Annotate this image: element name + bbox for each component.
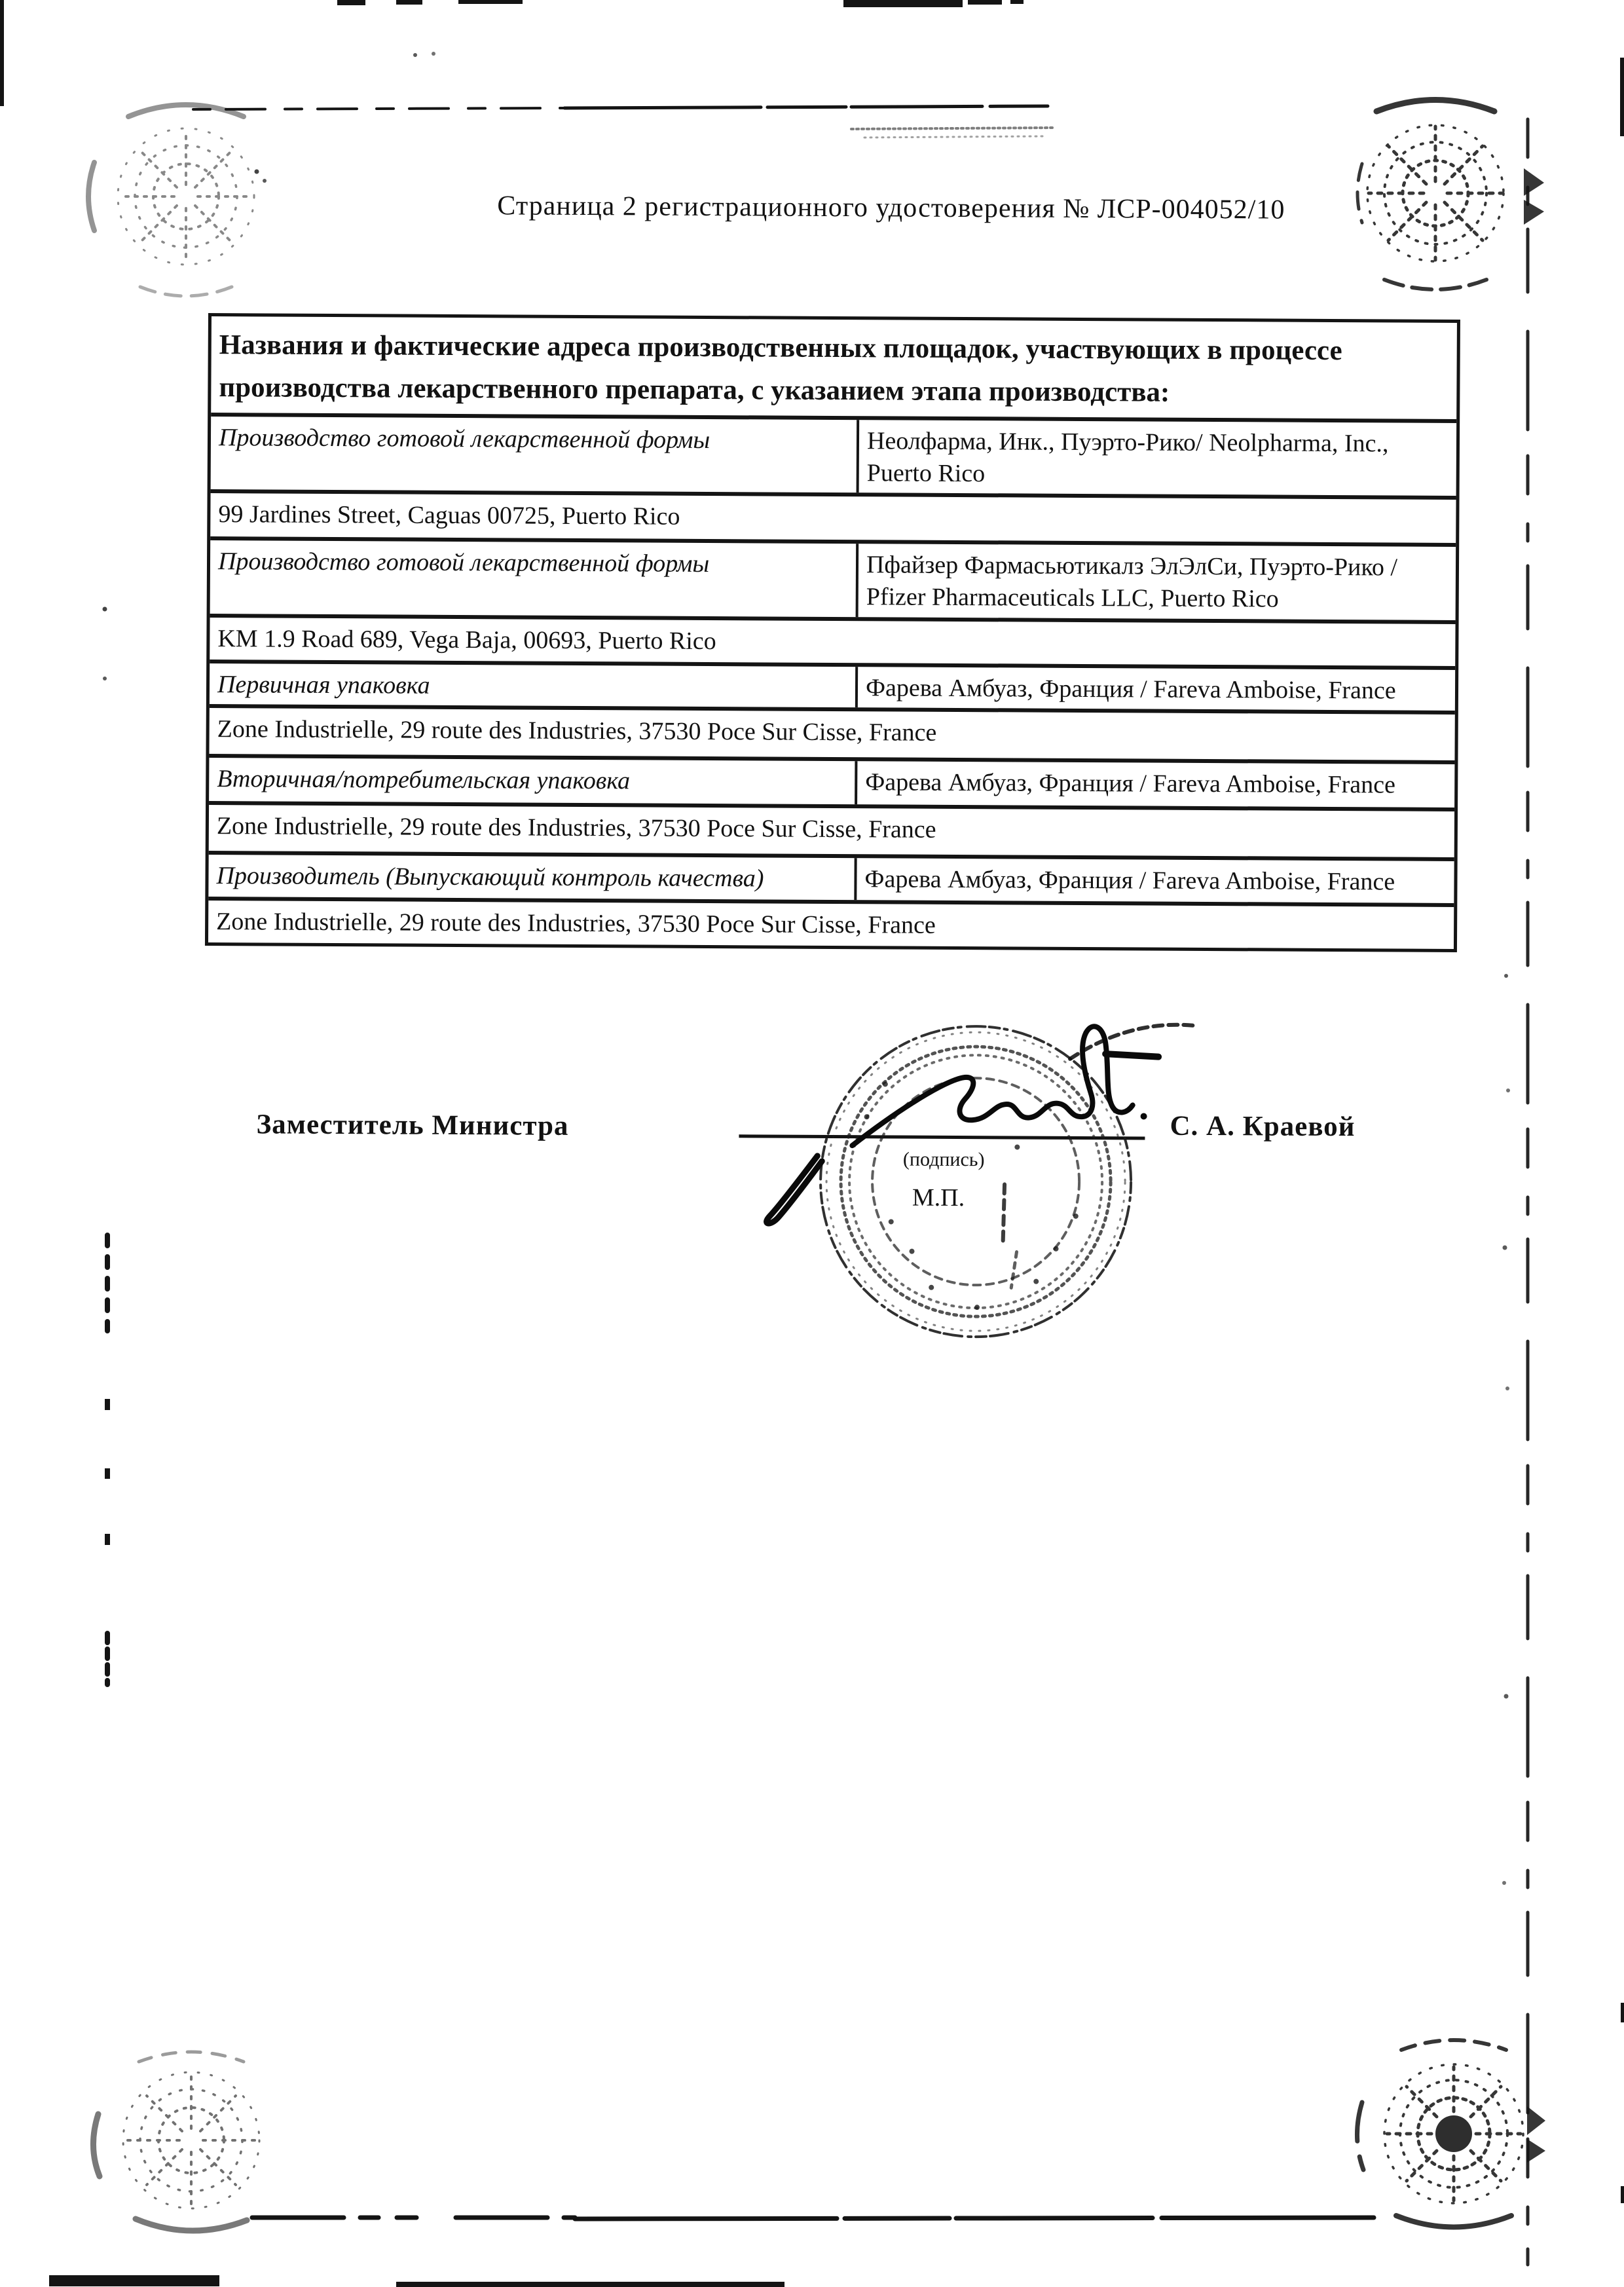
ministry-round-stamp-icon [820,1026,1132,1337]
table-row [211,413,1457,496]
manufacturer-name: Неолфарма, Инк., Пуэрто-Рико/ Neolpharma, Inc., Puerto Rico [866,427,1389,487]
signer-name: С. А. Краевой [1170,1110,1356,1143]
production-sites-table [205,313,1460,952]
table-row [208,851,1454,903]
stage-label: Производитель (Выпускающий контроль качества) [208,855,857,900]
manufacturer-address: KM 1.9 Road 689, Vega Baja, 00693, Puerto Rico [217,624,716,655]
stage-label: Первичная упаковка [210,663,858,708]
table-row [208,897,1454,949]
manufacturer-address: Zone Industrielle, 29 route des Industries, 37530 Poce Sur Cisse, France [217,715,937,747]
page-title: Страница 2 регистрационного удостоверения № ЛСР-004052/10 [497,191,1285,225]
table-row [209,754,1454,808]
manufacturer-name: Фарева Амбуаз, Франция / Fareva Amboise, France [865,673,1396,704]
stage-label: Производство готовой лекарственной формы [211,417,860,493]
manufacturer-address: Zone Industrielle, 29 route des Industries, 37530 Poce Sur Cisse, France [216,908,936,939]
manufacturer-name: Пфайзер Фармасьютикалз ЭлЭлСи, Пуэрто-Рико / Pfizer Pharmaceuticals LLC, Puerto Rico [866,551,1398,613]
table-row [210,489,1456,543]
table-title: Названия и фактические адреса производственных площадок, участвующих в процессе производства лекарственного препарата, с указанием этапа производства: [219,329,1342,408]
manufacturer-address: 99 Jardines Street, Caguas 00725, Puerto Rico [218,500,680,531]
table-row [209,801,1454,857]
table-row [211,316,1457,419]
stage-label: Производство готовой лекарственной формы [210,540,859,616]
signature-ink-icon [767,1022,1194,1225]
signer-position-label: Заместитель Министра [256,1109,569,1142]
table-row [210,614,1455,666]
stage-label: Вторичная/потребительская упаковка [209,758,857,804]
table-row [209,704,1454,760]
manufacturer-name: Фарева Амбуаз, Франция / Fareva Amboise, France [864,865,1395,896]
seal-place-label: М.П. [912,1183,965,1212]
manufacturer-address: Zone Industrielle, 29 route des Industries, 37530 Poce Sur Cisse, France [216,812,936,844]
table-row [210,660,1455,711]
signature-line [739,1134,1145,1140]
table-row [210,536,1456,620]
manufacturer-name: Фарева Амбуаз, Франция / Fareva Amboise, France [865,768,1396,799]
signature-caption: (подпись) [902,1148,985,1171]
